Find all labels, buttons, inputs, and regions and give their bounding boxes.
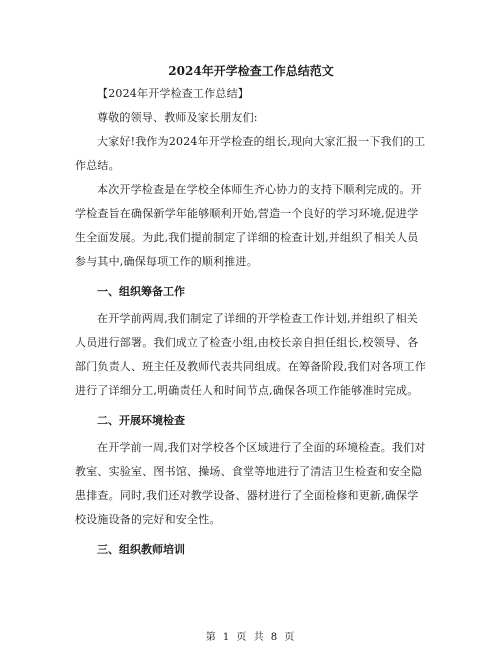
document-title: 2024年开学检查工作总结范文 (168, 64, 334, 78)
section-heading-environment: 二、开展环境检查 (97, 414, 185, 427)
intro-paragraph: 本次开学检查是在学校全体师生齐心协力的支持下顺利完成的。开学检查旨在确保新学年能够顺利开始,营造一个良好的学习环境,促进学生全面发展。为此,我们提前制定了详细的检查计划,并组织了相关人员参与其中,确保每项工作的顺利推进。 (75, 183, 422, 268)
subtitle-paragraph: 【2024年开学检查工作总结】 (97, 87, 249, 100)
section-heading-organize: 一、组织筹备工作 (97, 285, 185, 298)
page-indicator: 第 1 页 共 8 页 (205, 632, 297, 643)
section-1-paragraph: 在开学前两周,我们制定了详细的开学检查工作计划,并组织了相关人员进行部署。我们成立了检查小组,由校长亲自担任组长,校领导、各部门负责人、班主任及教师代表共同组成。在筹备阶段,我们对各项工作进行了详细分工,明确责任人和时间节点,确保各项工作能够准时完成。 (75, 312, 426, 397)
section-2-paragraph: 在开学前一周,我们对学校各个区域进行了全面的环境检查。我们对教室、实验室、图书馆、操场、食堂等地进行了清洁卫生检查和安全隐患排查。同时,我们还对教学设备、器材进行了全面检修和更新,确保学校设施设备的完好和安全性。 (75, 441, 426, 526)
section-heading-training: 三、组织教师培训 (97, 543, 185, 556)
salutation-paragraph: 尊敬的领导、教师及家长朋友们: (97, 111, 258, 124)
document-body (75, 82, 427, 565)
greeting-paragraph: 大家好!我作为2024年开学检查的组长,现向大家汇报一下我们的工作总结。 (75, 135, 426, 172)
